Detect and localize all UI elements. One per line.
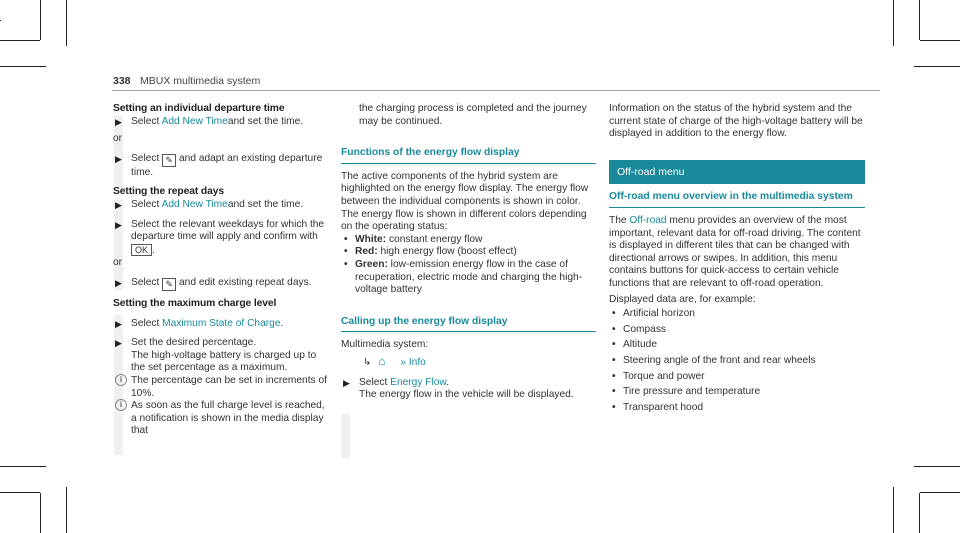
- paragraph: [609, 215, 865, 291]
- step: [113, 199, 328, 212]
- step-text: and set the time.: [227, 115, 304, 127]
- paragraph: Multimedia system:: [341, 339, 429, 351]
- step-text: and adapt an existing departure time.: [131, 152, 323, 178]
- arrow-right-icon: ▶: [115, 199, 122, 210]
- step: ▶ Select the relevant weekdays for which the departure time will apply and confirm with OK .: [115, 218, 325, 256]
- heading-functions-energy-flow: Functions of the energy flow display: [341, 147, 596, 164]
- list-item: • Compass: [612, 323, 667, 335]
- or-text: or: [113, 257, 123, 269]
- heading-off-road-overview: Off-road menu overview in the multimedia system: [609, 191, 865, 208]
- step-text: Select: [131, 115, 162, 127]
- max-state-of-charge-link[interactable]: Maximum State of Charge: [162, 317, 281, 329]
- list-item-text: Compass: [623, 323, 667, 335]
- crop-mark: [893, 0, 894, 46]
- section-banner: Off-road menu: [609, 160, 865, 185]
- arrow-right-icon: ▶: [115, 116, 122, 127]
- pencil-icon[interactable]: ✎: [162, 278, 176, 291]
- list-item-text: Torque and power: [623, 370, 705, 382]
- bullet-text: low-emission energy flow in the case of recuperation, electric mode and charging the high-voltage battery: [355, 258, 583, 296]
- step-text: Select: [131, 276, 163, 288]
- column-2: [341, 103, 596, 402]
- pencil-icon[interactable]: ✎: [162, 154, 176, 167]
- list-item: • Green: low-emission energy flow in the case of recuperation, electric mode and charging the high-voltage battery: [344, 258, 583, 296]
- crop-mark: [920, 40, 960, 41]
- add-new-time-link[interactable]: Add New Time: [161, 198, 228, 210]
- crop-mark: [0, 20, 1, 21]
- list-item: • Transparent hood: [612, 401, 704, 413]
- list-item-text: Steering angle of the front and rear wheels: [623, 354, 816, 366]
- menu-path: [341, 355, 596, 370]
- crop-mark: [920, 492, 960, 493]
- step: [113, 337, 328, 375]
- path-arrow-icon: ↳: [363, 356, 372, 368]
- crop-mark: [919, 0, 920, 40]
- crop-mark: [914, 466, 960, 467]
- step-text: Select the relevant weekdays for which the departure time will apply and confirm with: [131, 218, 325, 243]
- heading-repeat-days: Setting the repeat days: [113, 186, 224, 198]
- list-item: • Altitude: [612, 339, 657, 351]
- step-bar: [341, 414, 350, 458]
- crop-mark: [40, 0, 41, 40]
- paragraph: The active components of the hybrid system are highlighted on the energy flow display. The energy flow between the individual components is shown in color.: [341, 170, 589, 207]
- step: [113, 318, 328, 331]
- header-rule: [112, 90, 880, 91]
- step-text: Select: [359, 376, 391, 388]
- note: [113, 375, 328, 400]
- add-new-time-link[interactable]: Add New Time: [161, 115, 228, 127]
- arrow-right-icon: ▶: [115, 219, 122, 230]
- list-item: • Red: high energy flow (boost effect): [344, 246, 517, 258]
- page-number: 338: [113, 75, 131, 87]
- info-icon: i: [115, 399, 127, 411]
- double-chevron-icon: »: [400, 356, 406, 368]
- note-text: The percentage can be set in increments of 10%.: [131, 374, 327, 399]
- arrow-right-icon: ▶: [343, 377, 350, 388]
- list-item: • Torque and power: [612, 370, 705, 382]
- note: [113, 400, 328, 438]
- arrow-right-icon: ▶: [115, 153, 122, 164]
- para-text: The: [609, 214, 630, 226]
- crop-mark: [893, 487, 894, 533]
- bullet-text: constant energy flow: [386, 233, 483, 245]
- step-text: .: [446, 376, 450, 388]
- crop-mark: [914, 66, 960, 67]
- list-item-text: Artificial horizon: [623, 308, 695, 320]
- step-text: Select: [131, 198, 162, 210]
- home-icon[interactable]: ⌂: [378, 353, 386, 368]
- bullet-text: high energy flow (boost effect): [377, 246, 517, 258]
- bullet-label: White:: [355, 233, 387, 245]
- crop-mark: [919, 493, 920, 533]
- step: [113, 277, 328, 291]
- info-link[interactable]: Info: [408, 356, 426, 368]
- step-text: Set the desired percentage.: [131, 337, 257, 349]
- step: [113, 116, 328, 129]
- step-text: and edit existing repeat days.: [176, 276, 312, 288]
- note-text: As soon as the full charge level is reached, a notification is shown in the media display that: [131, 400, 325, 437]
- crop-mark: [40, 493, 41, 533]
- crop-mark: [0, 492, 40, 493]
- step-text: The high-voltage battery is charged up to the set percentage as a maximum.: [131, 349, 317, 374]
- heading-individual-departure: Setting an individual departure time: [113, 103, 285, 114]
- column-1: [113, 103, 328, 438]
- list-item: • White: constant energy flow: [344, 233, 483, 245]
- heading-max-charge: Setting the maximum charge level: [113, 297, 277, 309]
- paragraph: Information on the status of the hybrid system and the current state of charge of the high-voltage battery will be displayed in addition to the energy flow.: [609, 103, 863, 140]
- off-road-link[interactable]: Off-road: [629, 214, 667, 226]
- arrow-right-icon: ▶: [115, 277, 122, 288]
- crop-mark: [66, 0, 67, 46]
- list-item-text: Transparent hood: [623, 401, 704, 413]
- info-icon: i: [115, 374, 127, 386]
- para-text: menu provides an overview of the most important, relevant data for off-road driving. The content is displayed in different tiles that can be changed with directional arrows or swipes. In addition, this menu contains buttons for quick-access to certain vehicle functions that are relevant to off-road operation.: [609, 214, 861, 289]
- data-list: [609, 308, 865, 414]
- heading-calling-up-energy-flow: Calling up the energy flow display: [341, 316, 596, 333]
- list-item: • Steering angle of the front and rear wheels: [612, 354, 816, 366]
- paragraph: the charging process is completed and the journey may be continued.: [359, 103, 587, 127]
- crop-mark: [0, 40, 40, 41]
- step: [341, 377, 596, 402]
- step-text: Select: [131, 317, 163, 329]
- step: [113, 153, 328, 180]
- list-item: • Artificial horizon: [612, 308, 695, 320]
- list-item-text: Altitude: [623, 339, 657, 351]
- or-text: or: [113, 133, 123, 145]
- ok-button[interactable]: OK: [131, 244, 152, 256]
- bullet-label: Red:: [355, 246, 378, 258]
- crop-mark: [0, 466, 46, 467]
- list-item-text: Tire pressure and temperature: [623, 386, 761, 398]
- crop-mark: [0, 66, 46, 67]
- paragraph: The energy flow is shown in different colors depending on the operating status:: [341, 208, 587, 233]
- step-text: .: [280, 317, 284, 329]
- step-text: Select: [131, 152, 163, 164]
- crop-mark: [66, 487, 67, 533]
- paragraph: Displayed data are, for example:: [609, 293, 756, 305]
- step-text: and set the time.: [227, 198, 304, 210]
- bullet-label: Green:: [355, 258, 388, 270]
- arrow-right-icon: ▶: [115, 338, 122, 349]
- column-3: [609, 103, 865, 414]
- arrow-right-icon: ▶: [115, 318, 122, 329]
- page-title: MBUX multimedia system: [140, 75, 261, 87]
- list-item: • Tire pressure and temperature: [612, 386, 761, 398]
- energy-flow-link[interactable]: Energy Flow: [390, 376, 447, 388]
- step-text: The energy flow in the vehicle will be displayed.: [359, 389, 574, 401]
